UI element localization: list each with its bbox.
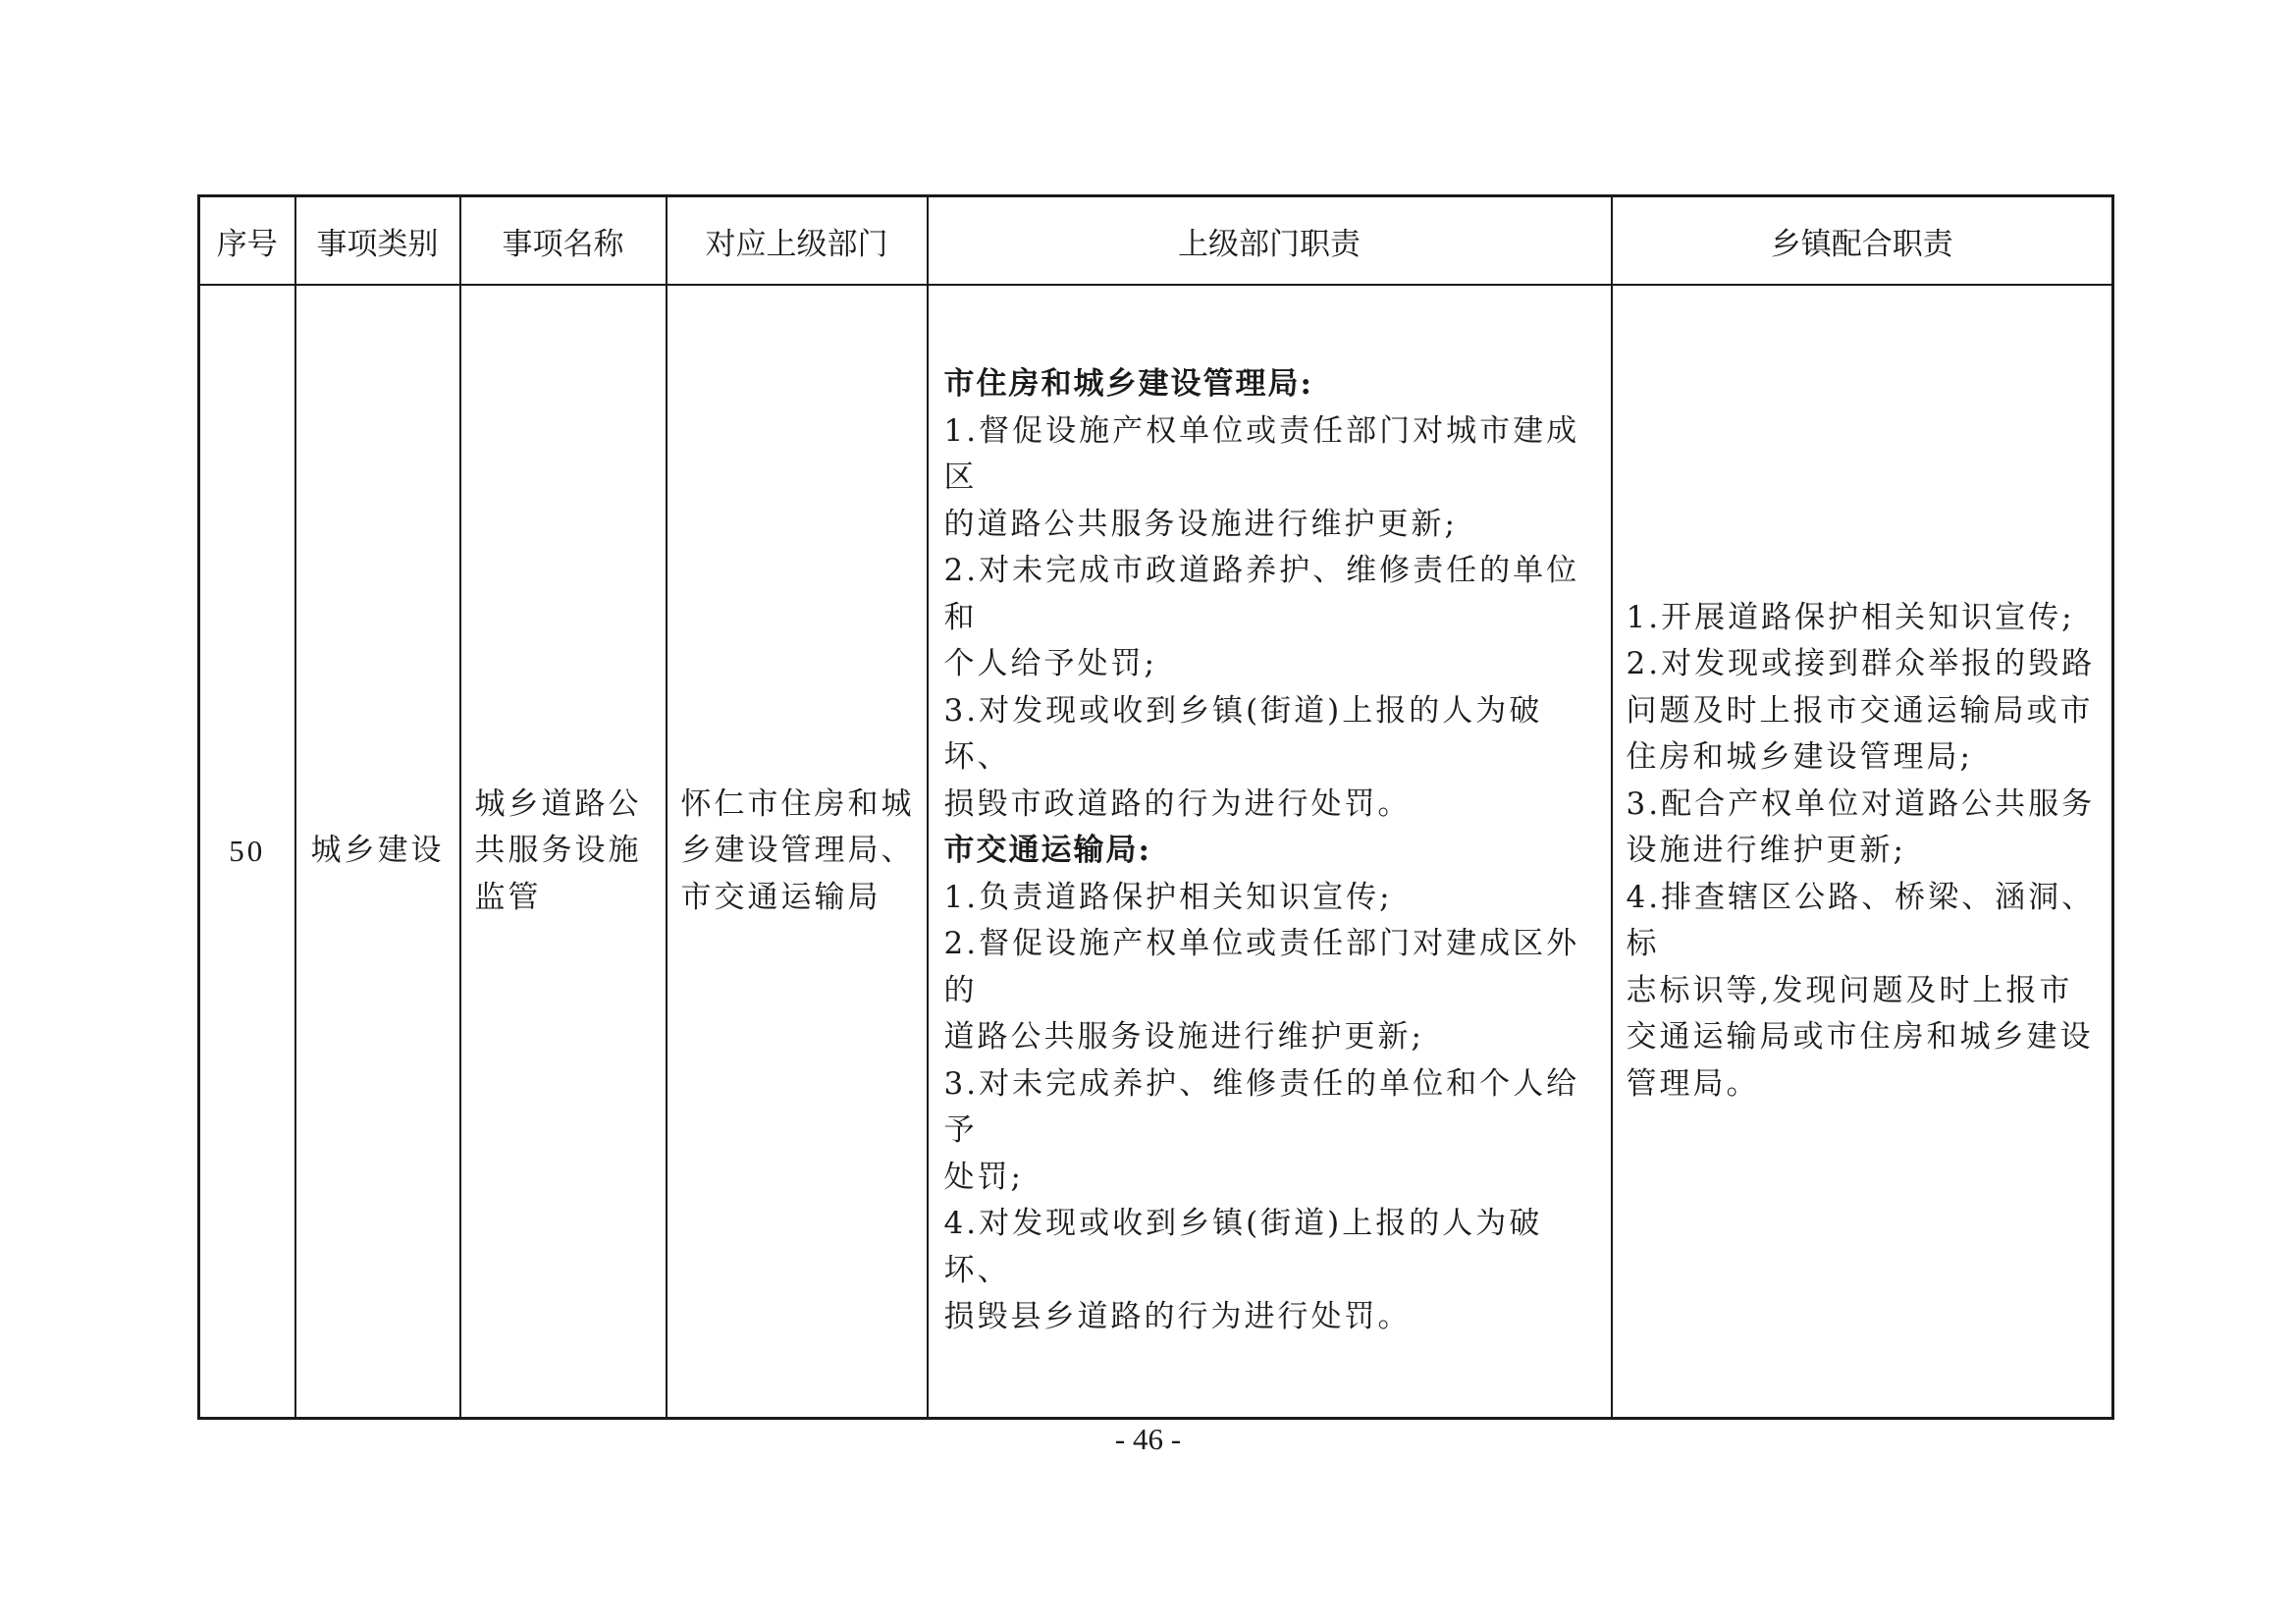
cell-no: 50 xyxy=(199,285,295,1419)
duty-line: 损毁县乡道路的行为进行处罚。 xyxy=(943,1299,1412,1335)
cell-item-name xyxy=(460,285,667,1419)
duty-line: 3.对发现或收到乡镇(街道)上报的人为破坏、 xyxy=(943,692,1543,776)
duty-line: 2.对未完成市政道路养护、维修责任的单位和 xyxy=(943,553,1580,635)
dept-line: 怀仁市住房和城 xyxy=(680,785,915,822)
dept-line: 市交通运输局 xyxy=(680,879,881,915)
header-superior-dept: 对应上级部门 xyxy=(667,196,928,286)
cell-superior-dept xyxy=(667,285,928,1419)
duty-section-title: 市住房和城乡建设管理局: xyxy=(943,366,1313,403)
table-header-row xyxy=(199,196,2113,286)
duty-line: 处罚; xyxy=(943,1159,1024,1195)
duty-line: 道路公共服务设施进行维护更新; xyxy=(943,1019,1424,1056)
duty-line: 2.督促设施产权单位或责任部门对建成区外的 xyxy=(943,926,1580,1008)
item-name-line: 监管 xyxy=(474,879,542,915)
town-duty-line: 交通运输局或市住房和城乡建设 xyxy=(1626,1019,2094,1056)
duty-section-title: 市交通运输局: xyxy=(943,833,1151,869)
duty-line: 1.负责道路保护相关知识宣传; xyxy=(943,879,1393,915)
town-duty-line: 住房和城乡建设管理局; xyxy=(1626,739,1973,776)
header-superior-duty: 上级部门职责 xyxy=(928,196,1612,286)
header-town-duty: 乡镇配合职责 xyxy=(1612,196,2113,286)
town-duty-line: 3.配合产权单位对道路公共服务 xyxy=(1626,785,2096,822)
duty-line: 4.对发现或收到乡镇(街道)上报的人为破坏、 xyxy=(943,1206,1543,1288)
item-name-line: 共服务设施 xyxy=(474,833,642,869)
table-row xyxy=(199,285,2113,1419)
town-duty-line: 2.对发现或接到群众举报的毁路 xyxy=(1626,646,2096,682)
duty-table xyxy=(197,194,2114,1420)
header-item-name: 事项名称 xyxy=(460,196,667,286)
town-duty-line: 1.开展道路保护相关知识宣传; xyxy=(1626,599,2075,635)
duty-line: 的道路公共服务设施进行维护更新; xyxy=(943,506,1458,542)
duty-line: 损毁市政道路的行为进行处罚。 xyxy=(943,785,1412,822)
town-duty-line: 问题及时上报市交通运输局或市 xyxy=(1626,692,2094,729)
town-duty-line: 志标识等,发现问题及时上报市 xyxy=(1626,972,2073,1008)
page-number: - 46 - xyxy=(1114,1422,1182,1456)
cell-town-duty xyxy=(1612,285,2113,1419)
town-duty-line: 设施进行维护更新; xyxy=(1626,833,1906,869)
duty-line: 3.对未完成养护、维修责任的单位和个人给予 xyxy=(943,1065,1580,1149)
duty-line: 个人给予处罚; xyxy=(943,646,1157,682)
header-no: 序号 xyxy=(199,196,295,286)
town-duty-line: 4.排查辖区公路、桥梁、涵洞、标 xyxy=(1626,879,2096,962)
dept-line: 乡建设管理局、 xyxy=(680,833,915,869)
cell-category: 城乡建设 xyxy=(295,285,460,1419)
cell-superior-duty xyxy=(928,285,1612,1419)
item-name-line: 城乡道路公 xyxy=(474,785,642,822)
town-duty-line: 管理局。 xyxy=(1626,1065,1760,1102)
header-category: 事项类别 xyxy=(295,196,460,286)
duty-line: 1.督促设施产权单位或责任部门对城市建成区 xyxy=(943,412,1580,496)
